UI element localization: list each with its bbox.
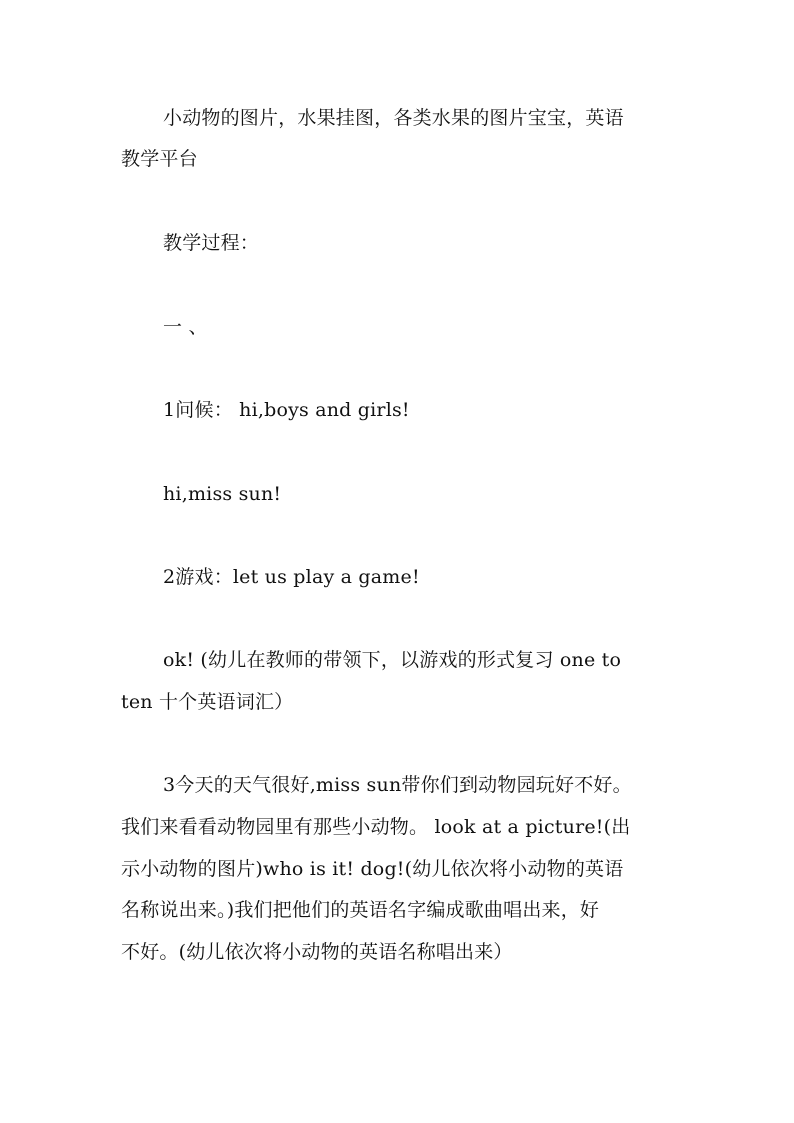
section-one-heading: 一 、: [163, 316, 208, 338]
process-heading: 教学过程：: [163, 232, 260, 254]
materials-text-line-1: 小动物的图片，水果挂图，各类水果的图片宝宝，英语: [163, 107, 624, 129]
materials-text-line-2: 教学平台: [121, 148, 198, 170]
game-reply-line-1: ok! (幼儿在教师的带领下，以游戏的形式复习 one to: [163, 649, 622, 671]
game-text: 2游戏：let us play a game!: [163, 566, 420, 588]
greeting-reply-text: hi,miss sun!: [163, 483, 282, 505]
game-reply-line-2: ten 十个英语词汇）: [121, 691, 294, 713]
activity-line-5: 不好。(幼儿依次将小动物的英语名称唱出来）: [121, 941, 513, 963]
activity-line-2: 我们来看看动物园里有那些小动物。 look at a picture!(出: [121, 816, 631, 838]
greeting-text: 1问候： hi,boys and girls!: [163, 399, 410, 421]
activity-line-4: 名称说出来。)我们把他们的英语名字编成歌曲唱出来，好: [121, 899, 600, 921]
activity-line-3: 示小动物的图片)who is it! dog!(幼儿依次将小动物的英语: [121, 858, 624, 880]
activity-line-1: 3今天的天气很好,miss sun带你们到动物园玩好不好。: [163, 774, 632, 796]
